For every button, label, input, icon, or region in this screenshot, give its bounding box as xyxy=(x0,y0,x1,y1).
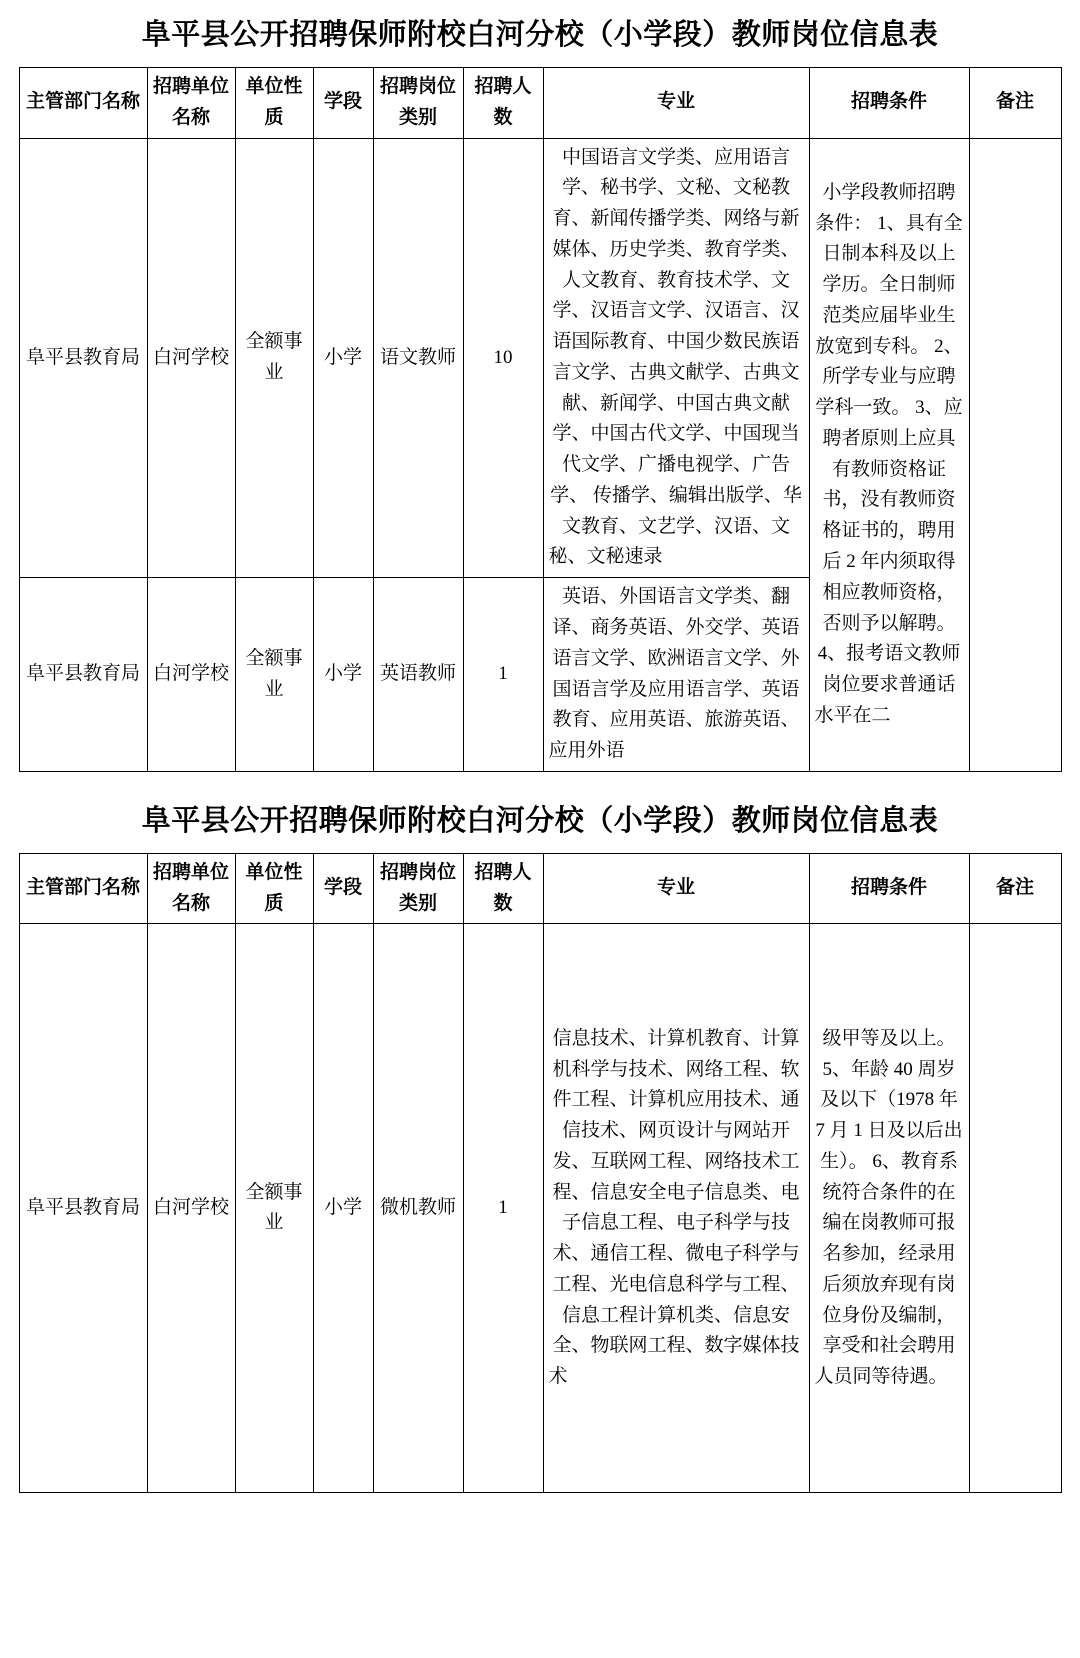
page-title-1: 阜平县公开招聘保师附校白河分校（小学段）教师岗位信息表 xyxy=(141,19,939,51)
cell-stage: 小学 xyxy=(313,138,373,578)
cell-stage: 小学 xyxy=(313,578,373,772)
cell-condition: 小学段教师招聘条件： 1、具有全日制本科及以上学历。全日制师范类应届毕业生放宽到专科。 2、所学专业与应聘学科一致。 3、应聘者原则上应具有教师资格证书，没有教师资格证书的，聘用后 2 年内须取得相应教师资格，否则予以解聘。 4、报考语文教师岗位要求普通话水平在二 xyxy=(809,138,969,771)
cell-type: 微机教师 xyxy=(373,924,463,1493)
cell-remark xyxy=(969,924,1061,1493)
header-dept: 主管部门名称 xyxy=(19,68,147,139)
cell-count: 10 xyxy=(463,138,543,578)
cell-major: 中国语言文学类、应用语言学、秘书学、文秘、文秘教育、新闻传播学类、网络与新媒体、历史学类、教育学类、人文教育、教育技术学、文学、汉语言文学、汉语言、汉语国际教育、中国少数民族语言文学、古典文献学、古典文献、新闻学、中国古典文献学、中国古代文学、中国现当代文学、广播电视学、广告学、 传播学、编辑出版学、华文教育、文艺学、汉语、文秘、文秘速录 xyxy=(543,138,809,578)
recruitment-table-1 xyxy=(19,67,1062,772)
table-row xyxy=(19,924,1061,1493)
cell-type: 英语教师 xyxy=(373,578,463,772)
cell-major: 信息技术、计算机教育、计算机科学与技术、网络工程、软件工程、计算机应用技术、通信技术、网页设计与网站开发、互联网工程、网络技术工程、信息安全电子信息类、电子信息工程、电子科学与技术、通信工程、微电子科学与工程、光电信息科学与工程、信息工程计算机类、信息安全、物联网工程、数字媒体技术 xyxy=(543,924,809,1493)
header-condition: 招聘条件 xyxy=(809,68,969,139)
header-major: 专业 xyxy=(543,853,809,924)
cell-stage: 小学 xyxy=(313,924,373,1493)
header-dept: 主管部门名称 xyxy=(19,853,147,924)
header-remark: 备注 xyxy=(969,853,1061,924)
cell-count: 1 xyxy=(463,578,543,772)
table-header-row xyxy=(19,853,1061,924)
header-nature: 单位性质 xyxy=(235,853,313,924)
cell-dept: 阜平县教育局 xyxy=(19,924,147,1493)
cell-remark xyxy=(969,138,1061,771)
cell-major: 英语、外国语言文学类、翻译、商务英语、外交学、英语语言文学、欧洲语言文学、外国语言学及应用语言学、英语教育、应用英语、旅游英语、应用外语 xyxy=(543,578,809,772)
cell-nature: 全额事业 xyxy=(235,924,313,1493)
header-unit: 招聘单位名称 xyxy=(147,68,235,139)
cell-dept: 阜平县教育局 xyxy=(19,578,147,772)
header-stage: 学段 xyxy=(313,68,373,139)
header-type: 招聘岗位类别 xyxy=(373,853,463,924)
cell-dept: 阜平县教育局 xyxy=(19,138,147,578)
cell-type: 语文教师 xyxy=(373,138,463,578)
page-title-2: 阜平县公开招聘保师附校白河分校（小学段）教师岗位信息表 xyxy=(141,804,939,837)
header-major: 专业 xyxy=(543,68,809,139)
header-unit: 招聘单位名称 xyxy=(147,853,235,924)
header-stage: 学段 xyxy=(313,853,373,924)
cell-unit: 白河学校 xyxy=(147,578,235,772)
recruitment-table-2 xyxy=(19,853,1062,1494)
cell-unit: 白河学校 xyxy=(147,924,235,1493)
header-type: 招聘岗位类别 xyxy=(373,68,463,139)
header-condition: 招聘条件 xyxy=(809,853,969,924)
header-nature: 单位性质 xyxy=(235,68,313,139)
table-header-row xyxy=(19,68,1061,139)
header-count: 招聘人数 xyxy=(463,68,543,139)
cell-count: 1 xyxy=(463,924,543,1493)
cell-condition: 级甲等及以上。 5、年龄 40 周岁及以下（1978 年 7 月 1 日及以后出生）。 6、教育系统符合条件的在编在岗教师可报名参加，经录用后须放弃现有岗位身份及编制，享受和社会聘用人员同等待遇。 xyxy=(809,924,969,1493)
cell-nature: 全额事业 xyxy=(235,578,313,772)
table-row xyxy=(19,138,1061,578)
cell-nature: 全额事业 xyxy=(235,138,313,578)
header-count: 招聘人数 xyxy=(463,853,543,924)
header-remark: 备注 xyxy=(969,68,1061,139)
cell-unit: 白河学校 xyxy=(147,138,235,578)
